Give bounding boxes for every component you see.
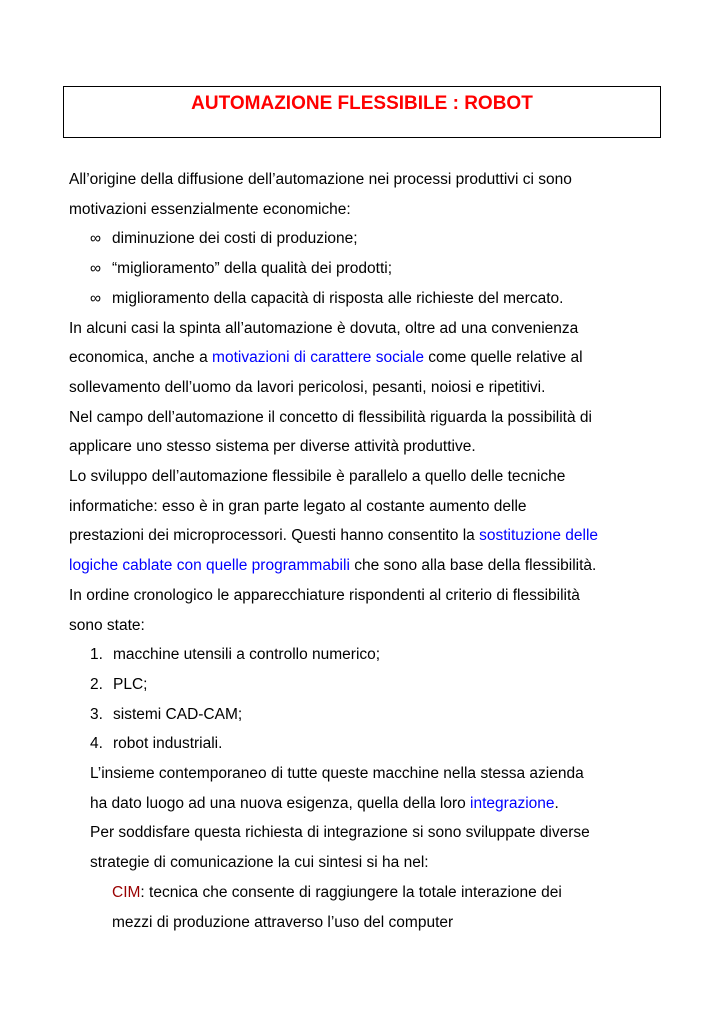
item-number: 3. <box>90 705 103 723</box>
page-title: AUTOMAZIONE FLESSIBILE : ROBOT <box>191 93 533 114</box>
para6-line-2-pre: ha dato luogo ad una nuova esigenza, quella della loro <box>90 794 471 812</box>
numbered-item <box>69 670 669 700</box>
item-text: PLC; <box>113 675 148 693</box>
para4-line-2: informatiche: esso è in gran parte legato al costante aumento delle <box>69 497 527 515</box>
item-number: 4. <box>90 735 103 753</box>
para4-line-3 <box>69 521 669 551</box>
para2-line-2-post: come quelle relative al <box>423 349 583 367</box>
highlight-programmable-logic: logiche cablate con quelle programmabili <box>69 557 350 575</box>
para4-line-4-post: che sono alla base della flessibilità. <box>349 557 597 575</box>
title-box <box>63 86 661 138</box>
para4-line-1: Lo sviluppo dell’automazione flessibile è parallelo a quello delle tecniche <box>69 468 566 486</box>
para4-line-4 <box>69 551 669 581</box>
highlight-substitution: sostituzione delle <box>479 527 599 545</box>
item-number: 2. <box>90 675 103 693</box>
item-text: macchine utensili a controllo numerico; <box>113 646 381 664</box>
numbered-item <box>69 640 669 670</box>
para2-line-2-pre: economica, anche a <box>69 349 213 367</box>
item-number: 1. <box>90 646 103 664</box>
item-text: robot industriali. <box>113 735 223 753</box>
para2-line-1: In alcuni casi la spinta all’automazione è dovuta, oltre ad una convenienza <box>69 319 579 337</box>
para6-line-1: L’insieme contemporaneo di tutte queste macchine nella stessa azienda <box>90 765 584 783</box>
intro-line-1: All’origine della diffusione dell’automazione nei processi produttivi ci sono <box>69 171 572 188</box>
para7-line-1: Per soddisfare questa richiesta di integrazione si sono sviluppate diverse <box>90 824 590 842</box>
numbered-item <box>69 729 669 759</box>
bullet-text: miglioramento della capacità di risposta alle richieste del mercato. <box>112 289 564 307</box>
infinity-bullet-icon: ∞ <box>90 260 102 278</box>
item-text: sistemi CAD-CAM; <box>113 705 243 723</box>
bullet-text: diminuzione dei costi di produzione; <box>112 230 358 248</box>
para7-line-2: strategie di comunicazione la cui sintesi si ha nel: <box>90 854 429 872</box>
para3-line-2: applicare uno stesso sistema per diverse attività produttive. <box>69 438 476 456</box>
document-body <box>69 165 669 937</box>
highlight-integration: integrazione <box>470 794 555 812</box>
para3-line-1: Nel campo dell’automazione il concetto di flessibilità riguarda la possibilità di <box>69 408 592 426</box>
highlight-social-motivations: motivazioni di carattere sociale <box>212 349 424 367</box>
para5-line-2: sono state: <box>69 616 145 634</box>
para6-line-2-post: . <box>554 794 559 812</box>
cim-line-1 <box>69 878 669 908</box>
infinity-bullet-icon: ∞ <box>90 230 102 248</box>
bullet-item <box>69 224 669 254</box>
para6-line-2 <box>69 789 669 819</box>
para2-line-2 <box>69 343 669 373</box>
para5-line-1: In ordine cronologico le apparecchiature rispondenti al criterio di flessibilità <box>69 586 580 604</box>
para2-line-3: sollevamento dell’uomo da lavori pericolosi, pesanti, noiosi e ripetitivi. <box>69 378 546 396</box>
numbered-item <box>69 700 669 730</box>
bullet-item <box>69 284 669 314</box>
bullet-item <box>69 254 669 284</box>
cim-definition: : tecnica che consente di raggiungere la totale interazione dei <box>140 883 562 901</box>
cim-line-2: mezzi di produzione attraverso l’uso del computer <box>112 913 454 931</box>
cim-term: CIM <box>112 883 141 901</box>
bullet-text: “miglioramento” della qualità dei prodotti; <box>112 260 393 278</box>
infinity-bullet-icon: ∞ <box>90 289 102 307</box>
intro-line-2: motivazioni essenzialmente economiche: <box>69 200 351 218</box>
para4-line-3-pre: prestazioni dei microprocessori. Questi hanno consentito la <box>69 527 480 545</box>
